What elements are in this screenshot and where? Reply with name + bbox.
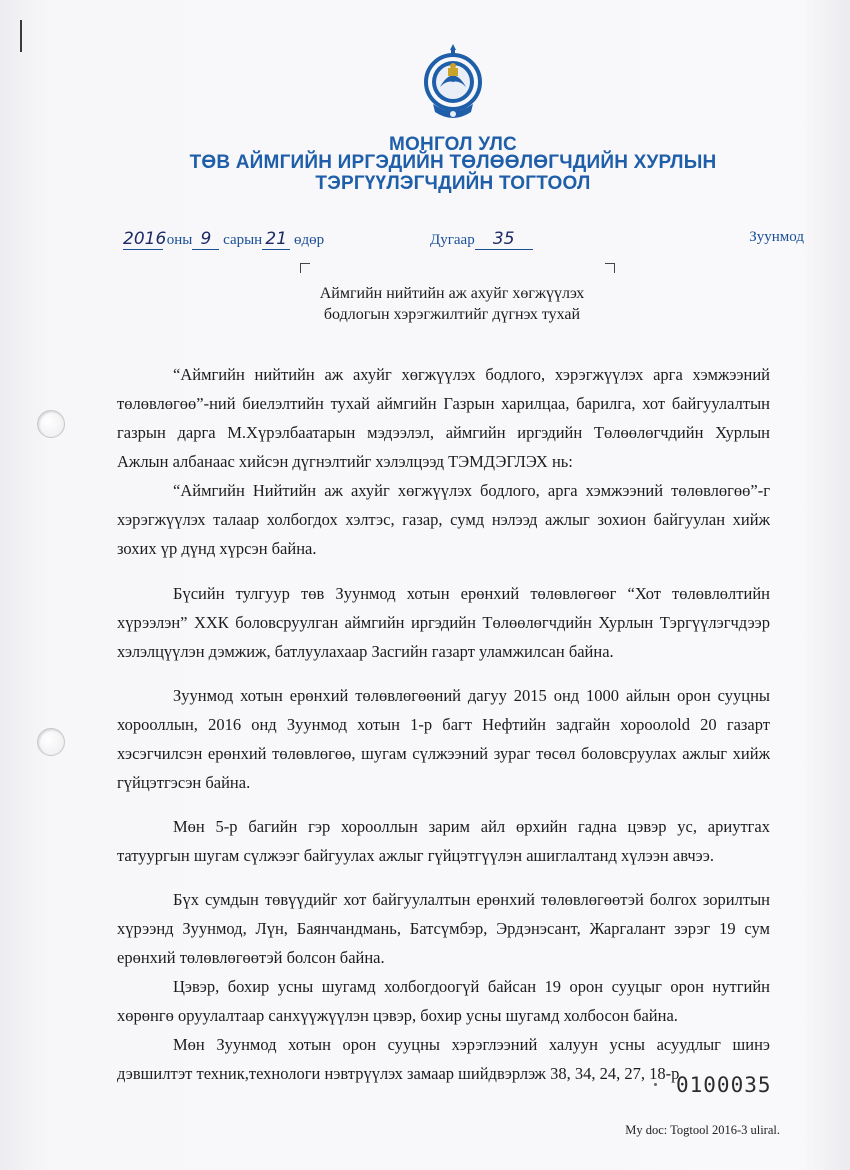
subject-line-2: бодлогын хэрэгжилтийг дүгнэх тухай [323,306,581,323]
header-council: ТӨВ АЙМГИЙН ИРГЭДИЙН ТӨЛӨӨЛӨГЧДИЙН ХУРЛЫН [189,152,717,173]
subject-bracket-left [300,263,310,273]
resolution-body [117,360,770,1088]
date-year-suffix: оны [166,232,193,248]
number-value: 35 [475,229,533,250]
date-month: 9 [192,229,219,250]
body-paragraph: Мөн Зуунмод хотын орон сууцны хэрэглээний халуун усны асуудлыг шинэ дэвшилтэт техник,технологи нэвтрүүлэх замаар шийдвэрлэж 38, 34, 24, 27, 18-р [117,1035,770,1083]
ink-dot [654,1083,657,1086]
body-paragraph: Зуунмод хотын ерөнхий төлөвлөгөөний дагуу 2015 онд 1000 айлын орон сууцны хорооллын, 2016 онд Зуунмод хотын 1-р багт Нефтийн задгайн хороолold 20 газарт хэсэгчилсэн ерөнхий төлөвлөгөө, шугам сүлжээний зураг төсөл боловсруулах ажлыг хийж гүйцэтгэсэн байна. [117,686,770,792]
body-paragraph: Мөн 5-р багийн гэр хорооллын зарим айл өрхийн гадна цэвэр ус, ариутгах татуургын шугам сүлжээг байгуулах ажлыг гүйцэтгүүлэн ашиглалтанд хүлээн авчээ. [117,817,770,865]
state-emblem-icon [419,42,487,122]
footer-doc-reference: My doc: Togtool 2016-3 uliral. [625,1123,780,1137]
punch-hole-top [37,410,65,438]
punch-hole-bottom [37,728,65,756]
date-year: 2016 [123,229,167,249]
subject-bracket-right [605,263,615,273]
resolution-date [123,229,324,250]
header-resolution: ТЭРГҮҮЛЭГЧДИЙН ТОГТООЛ [315,173,591,194]
date-month-suffix: сарын [223,232,263,248]
resolution-subject [260,283,644,325]
body-paragraph: “Аймгийн нийтийн аж ахуйг хөгжүүлэх бодлого, хэрэгжүүлэх арга хэмжээний төлөвлөгөө”-ний биелэлтийн тухай аймгийн Газрын харилцаа, барилга, хот байгуулалтын газрын дарга М.Хүрэлбаатарын мэдээлэл, аймгийн иргэдийн Төлөөлөгчдийн Хурлын Ажлын албанаас хийсэн дүгнэлтийг хэлэлцээд ТЭМДЭГЛЭХ нь: [117,365,770,471]
body-paragraph: “Аймгийн Нийтийн аж ахуйг хөгжүүлэх бодлого, арга хэмжээний төлөвлөгөө”-г хэрэгжүүлэх талаар холбогдох хэлтэс, газар, сумд нэлээд ажлыг зохион байгуулан хийж зохих үр дүнд хүрсэн байна. [117,481,770,558]
date-day: 21 [262,229,290,250]
header-country: МОНГОЛ УЛС [389,134,517,155]
resolution-number [430,229,533,250]
number-label: Дугаар [430,232,475,248]
body-paragraph: Цэвэр, бохир усны шугамд холбогдоогүй байсан 19 орон сууцыг орон нутгийн хөрөнгө оруулалтаар санхүүжүүлэн цэвэр, бохир усны шугамд холбосон байна. [117,977,770,1025]
edge-mark [20,20,22,52]
date-day-suffix: өдөр [293,232,325,248]
serial-number-stamp: 0100035 [676,1073,772,1097]
resolution-place: Зуунмод [749,229,804,245]
body-paragraph: Бүх сумдын төвүүдийг хот байгуулалтын ерөнхий төлөвлөгөөтэй болгох зорилтын хүрээнд Зуунмод, Лүн, Баянчандмань, Батсүмбэр, Эрдэнэсант, Жаргалант зэрэг 19 сум ерөнхий төлөвлөгөөтэй болсон байна. [117,890,770,967]
subject-line-1: Аймгийн нийтийн аж ахуйг хөгжүүлэх [319,285,585,302]
body-paragraph: Бүсийн тулгуур төв Зуунмод хотын ерөнхий төлөвлөгөөг “Хот төлөвлөлтийн хүрээлэн” ХХК боловсруулган аймгийн иргэдийн Төлөөлөгчдийн Хурлын Тэргүүлэгчдээр хэлэлцүүлэн дэмжиж, батлуулахаар Засгийн газарт уламжилсан байна. [117,584,770,661]
